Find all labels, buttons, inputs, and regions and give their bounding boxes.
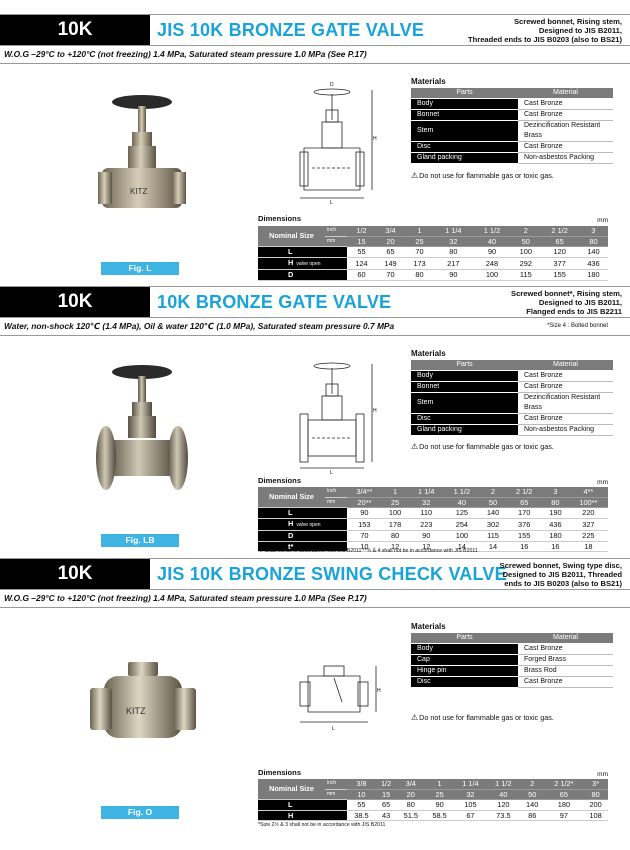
dimension-value: 90 — [434, 270, 473, 281]
warning-icon: ⚠ — [411, 442, 419, 451]
part-material: Cast Bronze — [518, 371, 613, 382]
dimension-value: 80 — [382, 531, 409, 542]
inch-size: 3 — [579, 226, 608, 236]
dimensions-unit: mm — [597, 771, 608, 778]
dimension-value: 115 — [480, 531, 507, 542]
materials-row — [411, 677, 613, 688]
warning-text: Do not use for flammable gas or toxic gas. — [419, 713, 554, 722]
dimension-row-h — [258, 518, 608, 531]
materials-row — [411, 110, 613, 121]
materials-title: Materials — [411, 349, 446, 358]
dimension-value: 254 — [444, 518, 480, 531]
dimension-value: 70 — [376, 270, 405, 281]
warning-text: Do not use for flammable gas or toxic gas. — [419, 442, 554, 451]
dimension-value: 90 — [347, 508, 382, 519]
warning-icon: ⚠ — [411, 171, 419, 180]
part-name: Stem — [411, 121, 518, 142]
inch-size-row — [258, 779, 608, 789]
inch-size: 3/4 — [376, 226, 405, 236]
dimensions-unit: mm — [597, 479, 608, 486]
dimension-value: 38.5 — [347, 810, 376, 821]
part-name: Disc — [411, 142, 518, 153]
materials-header-material: Material — [518, 88, 613, 99]
svg-text:L: L — [330, 470, 333, 474]
materials-header-parts: Parts — [411, 360, 518, 371]
mm-size: 25 — [405, 236, 434, 247]
materials-row — [411, 425, 613, 436]
dimension-value: 120 — [540, 247, 579, 258]
part-material: Brass Rod — [518, 666, 613, 677]
svg-text:L: L — [330, 200, 333, 205]
dimension-value: 65 — [376, 247, 405, 258]
part-material: Forged Brass — [518, 655, 613, 666]
dimension-sublabel: valve open — [296, 260, 321, 267]
dimension-value: 108 — [583, 810, 608, 821]
unit-inch-label: inch — [325, 226, 347, 236]
materials-title: Materials — [411, 77, 446, 86]
part-name: Hinge pin — [411, 666, 518, 677]
dimension-value: 140 — [480, 508, 507, 519]
svg-text:KITZ: KITZ — [126, 706, 146, 716]
dimensions-table — [258, 779, 608, 821]
dimension-value: 200 — [583, 800, 608, 811]
svg-text:H: H — [377, 688, 381, 694]
dimension-value: 100 — [444, 531, 480, 542]
dimension-value: 18 — [569, 541, 608, 552]
materials-row — [411, 371, 613, 382]
materials-header-row — [411, 360, 613, 371]
dimensions-title: Dimensions — [258, 476, 302, 485]
inch-size: 3* — [583, 779, 608, 789]
materials-header-row — [411, 88, 613, 99]
dimensions-footnote: "t" Shall not be in accordance with JIS B2011 **¾ & 4 shall not be in accordance with JIS B2011 — [258, 548, 478, 554]
inch-size: 2 — [520, 779, 545, 789]
warning-text: Do not use for flammable gas or toxic gas. — [419, 171, 554, 180]
dimensions-table — [258, 487, 608, 552]
mm-size: 32 — [434, 236, 473, 247]
inch-size: 1 — [382, 487, 409, 497]
spec-note-line: Flanged ends to JIS B2211 — [526, 307, 622, 316]
dimension-label: t* — [258, 541, 347, 552]
dimension-sublabel: valve open — [296, 521, 321, 528]
dimension-label: H — [288, 257, 294, 267]
materials-row — [411, 666, 613, 677]
dimension-value: 155 — [506, 531, 542, 542]
mm-size: 32 — [454, 789, 487, 800]
inch-size: 3/8 — [347, 779, 376, 789]
unit-mm-label: mm — [325, 236, 347, 247]
mm-size: 40 — [487, 789, 520, 800]
materials-row — [411, 153, 613, 164]
part-material: Cast Bronze — [518, 677, 613, 688]
mm-size: 100** — [569, 497, 608, 508]
materials-row — [411, 121, 613, 142]
dimension-value: 115 — [511, 270, 540, 281]
materials-row — [411, 393, 613, 414]
inch-size: 2 1/2* — [545, 779, 584, 789]
mm-size: 50 — [520, 789, 545, 800]
inch-size-row — [258, 487, 608, 497]
dimension-label: H — [258, 810, 347, 821]
dimension-row-l — [258, 508, 608, 519]
nominal-size-label: Nominal Size — [258, 226, 325, 247]
spec-note-line: Threaded ends to JIS B0203 (also to BS21) — [467, 35, 622, 44]
nominal-size-label: Nominal Size — [258, 487, 325, 508]
materials-title: Materials — [411, 622, 446, 631]
inch-size: 2 — [480, 487, 507, 497]
mm-size: 50 — [480, 497, 507, 508]
part-material: Non-asbestos Packing — [518, 425, 613, 436]
dimension-value: 51.5 — [396, 810, 425, 821]
dimension-value: 67 — [454, 810, 487, 821]
dimension-value: 73.5 — [487, 810, 520, 821]
materials-row — [411, 382, 613, 393]
inch-size: 1 — [405, 226, 434, 236]
dimension-row-l — [258, 247, 608, 258]
dimension-value: 90 — [408, 531, 444, 542]
flanged-gate-valve-photo — [70, 362, 220, 497]
dimensions-table — [258, 226, 608, 281]
dimension-value: 120 — [487, 800, 520, 811]
part-name: Stem — [411, 393, 518, 414]
dimension-value: 55 — [347, 247, 376, 258]
flanged-gate-valve-drawing — [290, 356, 385, 474]
inch-size: 3/4 — [396, 779, 425, 789]
dimension-value: 90 — [425, 800, 454, 811]
dimension-value: 16 — [542, 541, 569, 552]
mm-size: 32 — [408, 497, 444, 508]
spec-note — [462, 289, 622, 316]
mm-size: 50 — [511, 236, 540, 247]
part-material: Cast Bronze — [518, 382, 613, 393]
materials-table — [411, 633, 613, 688]
inch-size: 1 1/4 — [434, 226, 473, 236]
dimension-value: 377 — [540, 257, 579, 270]
part-material: Dezincification Resistant Brass — [518, 393, 613, 414]
inch-size: 1 1/2 — [487, 779, 520, 789]
part-material: Cast Bronze — [518, 99, 613, 110]
dimension-value: 190 — [542, 508, 569, 519]
inch-size: 3 — [542, 487, 569, 497]
dimension-value: 70 — [405, 247, 434, 258]
inch-size: 1/2 — [376, 779, 397, 789]
safety-warning — [411, 442, 554, 451]
materials-header-material: Material — [518, 633, 613, 644]
section-header — [0, 558, 630, 590]
spec-note — [462, 17, 622, 44]
dimension-value: 436 — [579, 257, 608, 270]
dimension-label-cell — [258, 518, 347, 531]
dimension-value: 223 — [408, 518, 444, 531]
service-condition-bar — [0, 591, 630, 608]
mm-size: 20 — [396, 789, 425, 800]
materials-header-row — [411, 633, 613, 644]
spec-note-line: Designed to JIS B2011, — [538, 26, 622, 35]
mm-size: 65 — [506, 497, 542, 508]
dimension-value: 100 — [382, 508, 409, 519]
safety-warning — [411, 713, 554, 722]
mm-size: 20** — [347, 497, 382, 508]
mm-size: 20 — [376, 236, 405, 247]
product-title: JIS 10K BRONZE GATE VALVE — [157, 20, 425, 40]
inch-size: 2 — [511, 226, 540, 236]
unit-inch-label: inch — [325, 779, 347, 789]
dimensions-unit: mm — [597, 217, 608, 224]
mm-size: 25 — [425, 789, 454, 800]
dimension-value: 178 — [382, 518, 409, 531]
dimension-value: 220 — [569, 508, 608, 519]
service-condition: Water, non-shock 120℃ (1.4 MPa), Oil & water 120℃ (1.0 MPa), Saturated steam pressure 0.7 MPa — [4, 321, 395, 331]
warning-icon: ⚠ — [411, 713, 419, 722]
dimension-value: 180 — [542, 531, 569, 542]
materials-header-material: Material — [518, 360, 613, 371]
materials-row — [411, 142, 613, 153]
dimension-label: D — [258, 531, 347, 542]
dimension-value: 10 — [347, 541, 382, 552]
spec-note — [462, 561, 622, 588]
dimension-value: 327 — [569, 518, 608, 531]
dimension-value: 105 — [454, 800, 487, 811]
materials-row — [411, 414, 613, 425]
mm-size: 15 — [347, 236, 376, 247]
dimension-value: 55 — [347, 800, 376, 811]
mm-size: 10 — [347, 789, 376, 800]
materials-header-parts: Parts — [411, 633, 518, 644]
svg-text:H: H — [373, 408, 377, 414]
part-material: Cast Bronze — [518, 142, 613, 153]
service-condition-bar — [0, 319, 630, 336]
dimension-value: 180 — [545, 800, 584, 811]
service-condition: W.O.G –29°C to +120°C (not freezing) 1.4 MPa, Saturated steam pressure 1.0 MPa (See P.17) — [4, 49, 367, 59]
gate-valve-photo — [70, 92, 220, 222]
dimension-value: 14 — [444, 541, 480, 552]
dimension-row-d — [258, 270, 608, 281]
svg-text:H: H — [373, 136, 377, 142]
part-name: Body — [411, 371, 518, 382]
part-name: Cap — [411, 655, 518, 666]
dimension-value: 97 — [545, 810, 584, 821]
dimension-row-h — [258, 257, 608, 270]
spec-note-line: Designed to JIS B2011, — [538, 298, 622, 307]
dimension-value: 80 — [396, 800, 425, 811]
unit-mm-label: mm — [325, 497, 347, 508]
spec-note-line: ends to JIS B0203 (also to BS21) — [504, 579, 622, 588]
dimension-value: 173 — [405, 257, 434, 270]
dimension-value: 140 — [579, 247, 608, 258]
product-title: JIS 10K BRONZE SWING CHECK VALVE — [157, 564, 507, 584]
mm-size: 25 — [382, 497, 409, 508]
dimensions-title: Dimensions — [258, 214, 302, 223]
spec-note-line: Screwed bonnet, Rising stem, — [513, 17, 622, 26]
condition-footnote: *Size 4 : Bolted bonnet — [546, 323, 608, 329]
dimension-value: 43 — [376, 810, 397, 821]
dimension-value: 180 — [579, 270, 608, 281]
dimension-value: 248 — [473, 257, 512, 270]
unit-inch-label: inch — [325, 487, 347, 497]
nominal-size-label: Nominal Size — [258, 779, 325, 800]
dimension-label: D — [258, 270, 347, 281]
dimension-value: 14 — [480, 541, 507, 552]
mm-size: 80 — [579, 236, 608, 247]
section-header — [0, 286, 630, 318]
svg-text:D: D — [330, 82, 334, 88]
materials-row — [411, 99, 613, 110]
part-name: Bonnet — [411, 110, 518, 121]
dimension-row-h — [258, 810, 608, 821]
dimension-label: L — [258, 247, 347, 258]
fig-label: Fig. LB — [101, 534, 179, 547]
part-material: Cast Bronze — [518, 414, 613, 425]
dimension-label-cell — [258, 257, 347, 270]
mm-size: 15 — [376, 789, 397, 800]
part-name: Disc — [411, 414, 518, 425]
dimension-value: 124 — [347, 257, 376, 270]
dimension-value: 100 — [511, 247, 540, 258]
part-material: Cast Bronze — [518, 644, 613, 655]
dimension-value: 302 — [480, 518, 507, 531]
section-gate-valve-threaded — [0, 14, 630, 282]
dimension-value: 16 — [506, 541, 542, 552]
product-title: 10K BRONZE GATE VALVE — [157, 292, 392, 312]
inch-size: 1/2 — [347, 226, 376, 236]
dimension-value: 80 — [434, 247, 473, 258]
unit-mm-label: mm — [325, 789, 347, 800]
inch-size: 1 1/4 — [454, 779, 487, 789]
dimension-label: L — [258, 508, 347, 519]
section-header — [0, 14, 630, 46]
spec-note-line: Screwed bonnet*, Rising stem, — [511, 289, 622, 298]
materials-row — [411, 655, 613, 666]
fig-label: Fig. L — [101, 262, 179, 275]
inch-size: 1 1/2 — [444, 487, 480, 497]
dimensions-title: Dimensions — [258, 768, 302, 777]
part-name: Bonnet — [411, 382, 518, 393]
dimension-row-d — [258, 531, 608, 542]
inch-size: 2 1/2 — [506, 487, 542, 497]
service-condition: W.O.G –29°C to +120°C (not freezing) 1.4 MPa, Saturated steam pressure 1.0 MPa (See P.17) — [4, 593, 367, 603]
dimension-value: 376 — [506, 518, 542, 531]
pressure-class-badge: 10K — [0, 287, 150, 317]
dimension-label: L — [258, 800, 347, 811]
dimension-value: 70 — [347, 531, 382, 542]
spec-note-line: Designed to JIS B2011, Threaded — [502, 570, 622, 579]
dimension-value: 12 — [382, 541, 409, 552]
dimension-value: 110 — [408, 508, 444, 519]
inch-size: 2 1/2 — [540, 226, 579, 236]
swing-check-valve-drawing — [290, 662, 385, 742]
svg-text:KITZ: KITZ — [130, 187, 148, 196]
part-material: Non-asbestos Packing — [518, 153, 613, 164]
materials-table — [411, 360, 613, 436]
part-material: Cast Bronze — [518, 110, 613, 121]
part-material: Dezincification Resistant Brass — [518, 121, 613, 142]
service-condition-bar — [0, 47, 630, 64]
mm-size: 65 — [545, 789, 584, 800]
inch-size: 3/4** — [347, 487, 382, 497]
spec-note-line: Screwed bonnet, Swing type disc, — [499, 561, 622, 570]
mm-size: 80 — [542, 497, 569, 508]
gate-valve-drawing — [290, 80, 385, 205]
mm-size: 80 — [583, 789, 608, 800]
dimension-value: 153 — [347, 518, 382, 531]
inch-size: 1 1/2 — [473, 226, 512, 236]
mm-size: 40 — [473, 236, 512, 247]
part-name: Disc — [411, 677, 518, 688]
inch-size: 1 — [425, 779, 454, 789]
dimension-value: 65 — [376, 800, 397, 811]
part-name: Gland packing — [411, 425, 518, 436]
dimension-value: 58.5 — [425, 810, 454, 821]
dimension-value: 140 — [520, 800, 545, 811]
part-name: Gland packing — [411, 153, 518, 164]
dimensions-footnote: *Size 2½ & 3 shall not be in accordance with JIS B2011 — [258, 822, 386, 828]
mm-size: 65 — [540, 236, 579, 247]
materials-table — [411, 88, 613, 164]
pressure-class-badge: 10K — [0, 559, 150, 589]
part-name: Body — [411, 644, 518, 655]
dimension-value: 155 — [540, 270, 579, 281]
materials-row — [411, 644, 613, 655]
dimension-value: 100 — [473, 270, 512, 281]
dimension-value: 292 — [511, 257, 540, 270]
dimension-value: 125 — [444, 508, 480, 519]
dimension-value: 149 — [376, 257, 405, 270]
svg-text:L: L — [332, 726, 335, 732]
dimension-value: 90 — [473, 247, 512, 258]
mm-size: 40 — [444, 497, 480, 508]
dimension-value: 60 — [347, 270, 376, 281]
part-name: Body — [411, 99, 518, 110]
materials-header-parts: Parts — [411, 88, 518, 99]
dimension-value: 225 — [569, 531, 608, 542]
section-gate-valve-flanged — [0, 286, 630, 554]
inch-size: 1 1/4 — [408, 487, 444, 497]
inch-size: 4** — [569, 487, 608, 497]
section-swing-check-valve — [0, 558, 630, 838]
dimension-value: 80 — [405, 270, 434, 281]
dimension-value: 170 — [506, 508, 542, 519]
dimension-label: H — [288, 518, 294, 528]
dimension-row-l — [258, 800, 608, 811]
swing-check-valve-photo — [70, 658, 220, 758]
safety-warning — [411, 171, 554, 180]
fig-label: Fig. O — [101, 806, 179, 819]
dimension-value: 86 — [520, 810, 545, 821]
inch-size-row — [258, 226, 608, 236]
dimension-value: 12 — [408, 541, 444, 552]
dimension-value: 217 — [434, 257, 473, 270]
dimension-value: 436 — [542, 518, 569, 531]
pressure-class-badge: 10K — [0, 15, 150, 45]
